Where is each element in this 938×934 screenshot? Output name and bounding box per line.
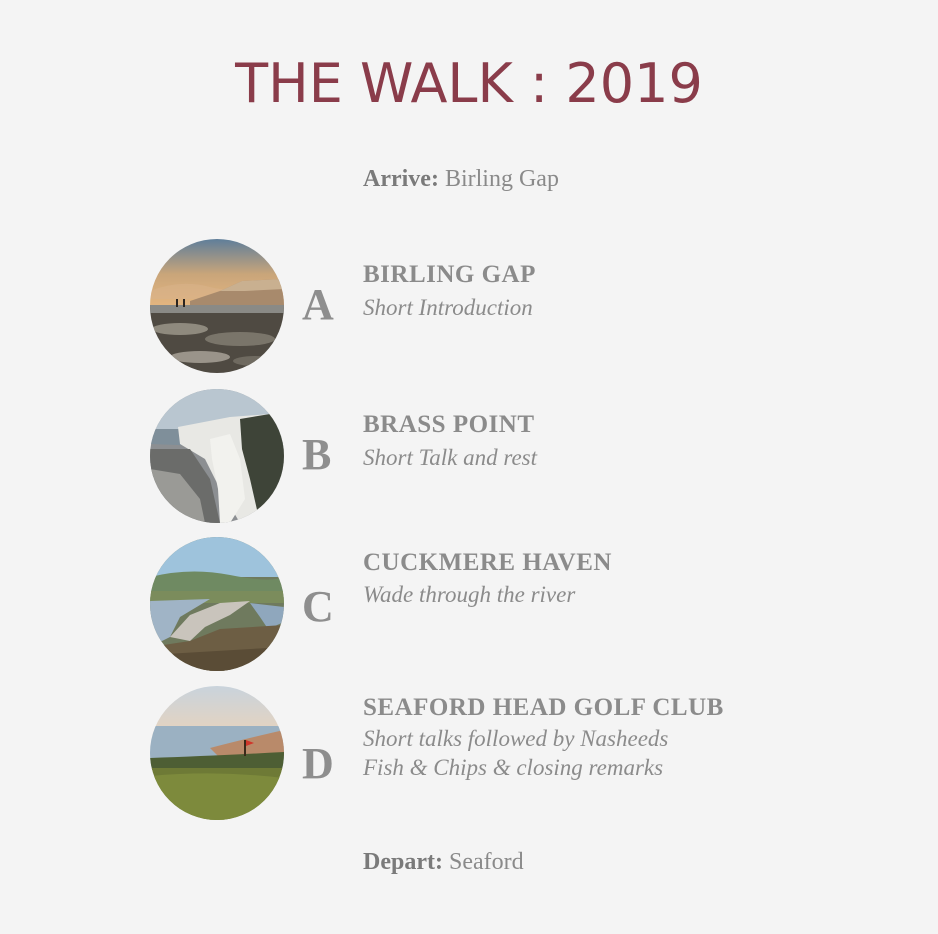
stop-a (150, 239, 850, 375)
stop-c-line-1: Wade through the river (363, 582, 576, 607)
stop-b-photo (150, 389, 284, 523)
stop-c-description (363, 580, 575, 609)
stop-b (150, 389, 850, 525)
stop-a-line-1: Short Introduction (363, 295, 533, 320)
depart-place: Seaford (448, 849, 524, 875)
stop-c-photo (150, 537, 284, 671)
stop-a-description (363, 293, 533, 322)
arrive-line (363, 166, 559, 193)
stop-d (150, 686, 850, 822)
stop-a-photo (150, 239, 284, 373)
arrive-label: Arrive: (363, 166, 439, 192)
stop-b-letter: B (302, 430, 332, 479)
stop-b-name: BRASS POINT (363, 411, 535, 438)
stop-c (150, 537, 850, 673)
depart-line (363, 849, 524, 876)
stop-c-letter: C (302, 582, 334, 631)
stop-b-description (363, 443, 537, 472)
stop-d-photo (150, 686, 284, 820)
stop-c-name: CUCKMERE HAVEN (363, 549, 612, 576)
stop-d-name: SEAFORD HEAD GOLF CLUB (363, 694, 724, 721)
stop-d-line-1: Short talks followed by Nasheeds (363, 726, 669, 751)
stop-a-letter: A (302, 280, 334, 329)
stop-d-line-2: Fish & Chips & closing remarks (363, 755, 664, 780)
stop-b-line-1: Short Talk and rest (363, 445, 538, 470)
stop-a-name: BIRLING GAP (363, 261, 536, 288)
stop-d-description (363, 724, 668, 782)
page-title: THE WALK : 2019 (235, 52, 703, 115)
stop-d-letter: D (302, 739, 334, 788)
depart-label: Depart: (363, 849, 443, 875)
arrive-place: Birling Gap (444, 166, 559, 192)
